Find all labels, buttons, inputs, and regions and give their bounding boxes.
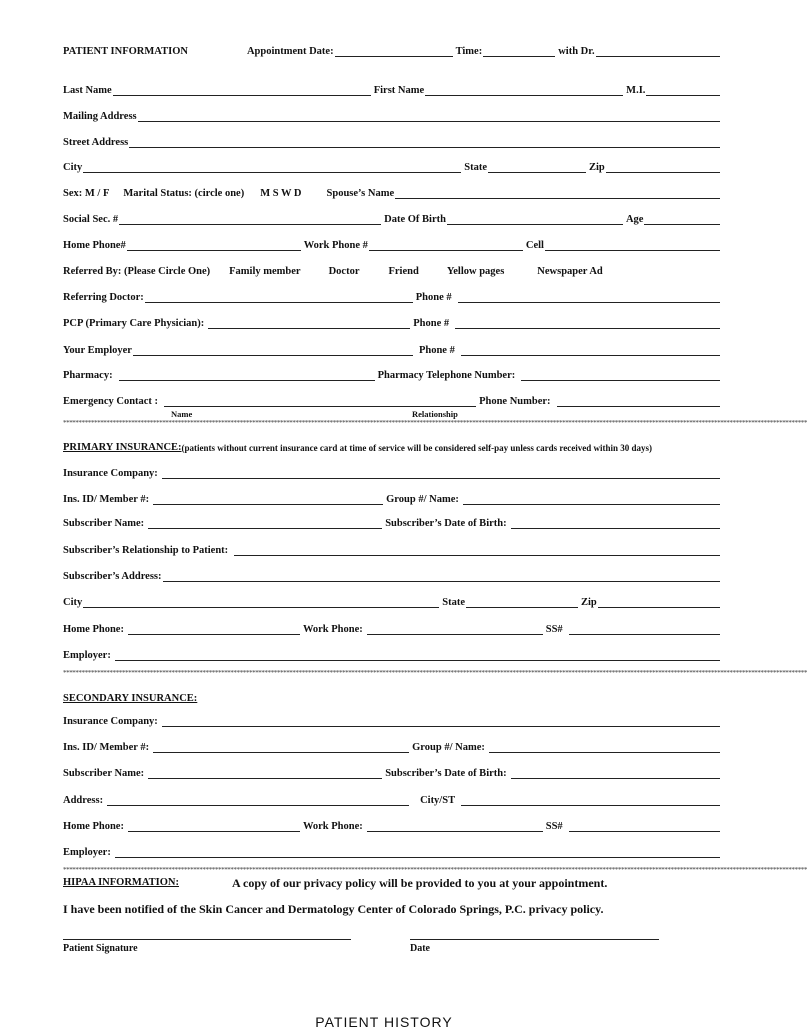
form-header [63, 46, 723, 58]
primary-work-phone-field[interactable] [367, 624, 543, 635]
primary-address-row [63, 571, 723, 583]
primary-subscriber-row [63, 518, 723, 530]
marital-status-label: Marital Status: (circle one) [123, 188, 245, 199]
pcp-row [63, 318, 723, 330]
relationship-caption: Relationship [412, 409, 458, 419]
secondary-company-row [63, 716, 723, 728]
marital-options[interactable]: M S W D [260, 188, 302, 199]
secondary-insurance-heading: SECONDARY INSURANCE: [63, 693, 198, 704]
ssn-field[interactable] [119, 214, 381, 225]
primary-insurance-note: (patients without current insurance card at time of service will be considered self-pay unless cards received within 30 days) [181, 443, 652, 453]
secondary-member-id-field[interactable] [153, 742, 409, 753]
hipaa-heading: HIPAA INFORMATION: [63, 877, 179, 888]
privacy-copy-text: A copy of our privacy policy will be provided to you at your appointment. [231, 876, 608, 890]
referred-by-label: Referred By: (Please Circle One) [63, 266, 211, 277]
referral-option-yellow-pages[interactable]: Yellow pages [446, 266, 505, 277]
secondary-company-label: Insurance Company: [63, 716, 158, 727]
emergency-phone-label: Phone Number: [479, 396, 551, 407]
age-field[interactable] [644, 214, 720, 225]
primary-home-phone-field[interactable] [128, 624, 300, 635]
date-label: Date [410, 943, 430, 954]
primary-member-row [63, 494, 723, 506]
employer-phone-label: Phone # [418, 345, 455, 356]
pharmacy-row [63, 370, 723, 382]
secondary-address-row [63, 795, 723, 807]
primary-employer-field[interactable] [115, 650, 720, 661]
secondary-employer-row [63, 847, 723, 859]
primary-work-phone-label: Work Phone: [302, 624, 363, 635]
secondary-ss-label: SS# [545, 821, 563, 832]
referring-phone-field[interactable] [458, 292, 720, 303]
appointment-date-field[interactable] [335, 46, 453, 57]
doctor-field[interactable] [596, 46, 720, 57]
primary-address-label: Subscriber’s Address: [63, 571, 162, 582]
secondary-subscriber-dob-field[interactable] [511, 768, 720, 779]
name-row [63, 85, 723, 97]
secondary-subscriber-row [63, 768, 723, 780]
with-dr-label: with Dr. [558, 46, 595, 57]
separator: ************************************************************************************************************************************************************************************************************************************************ [63, 419, 807, 427]
primary-employer-label: Employer: [63, 650, 111, 661]
primary-company-label: Insurance Company: [63, 468, 158, 479]
pcp-phone-label: Phone # [413, 318, 450, 329]
secondary-home-phone-field[interactable] [128, 821, 300, 832]
time-field[interactable] [483, 46, 555, 57]
employer-row [63, 345, 723, 357]
referring-phone-label: Phone # [415, 292, 452, 303]
state-label: State [464, 162, 487, 173]
mailing-address-label: Mailing Address [63, 111, 137, 122]
patient-signature-label: Patient Signature [63, 943, 138, 954]
last-name-label: Last Name [63, 85, 112, 96]
city-row [63, 162, 723, 174]
secondary-employer-label: Employer: [63, 847, 111, 858]
pharmacy-phone-label: Pharmacy Telephone Number: [377, 370, 516, 381]
zip-field[interactable] [606, 162, 720, 173]
secondary-employer-field[interactable] [115, 847, 720, 858]
referring-doctor-field[interactable] [145, 292, 413, 303]
last-name-field[interactable] [113, 85, 371, 96]
pcp-phone-field[interactable] [455, 318, 720, 329]
emergency-contact-label: Emergency Contact : [63, 396, 159, 407]
mailing-address-row [63, 111, 723, 123]
home-phone-field[interactable] [127, 240, 301, 251]
primary-group-field[interactable] [463, 494, 720, 505]
referral-option-friend[interactable]: Friend [388, 266, 419, 277]
referral-option-newspaper[interactable]: Newspaper Ad [537, 266, 603, 277]
spouse-name-label: Spouse’s Name [326, 188, 395, 199]
primary-heading-row [63, 442, 723, 454]
employer-phone-field[interactable] [461, 345, 720, 356]
primary-relationship-label: Subscriber’s Relationship to Patient: [63, 545, 229, 556]
emergency-contact-row [63, 396, 723, 408]
emergency-phone-field[interactable] [557, 396, 720, 407]
primary-member-id-label: Ins. ID/ Member #: [63, 494, 150, 505]
primary-phones-row [63, 624, 723, 636]
primary-subscriber-dob-label: Subscriber’s Date of Birth: [385, 518, 507, 529]
zip-label: Zip [589, 162, 605, 173]
emergency-contact-field[interactable] [164, 396, 476, 407]
primary-subscriber-dob-field[interactable] [511, 518, 720, 529]
separator: ************************************************************************************************************************************************************************************************************************************************ [63, 866, 807, 874]
ssn-label: Social Sec. # [63, 214, 119, 225]
secondary-company-field[interactable] [162, 716, 720, 727]
secondary-group-label: Group #/ Name: [412, 742, 485, 753]
pcp-field[interactable] [208, 318, 410, 329]
secondary-subscriber-name-field[interactable] [148, 768, 382, 779]
primary-member-id-field[interactable] [153, 494, 383, 505]
street-address-label: Street Address [63, 137, 129, 148]
pcp-label: PCP (Primary Care Physician): [63, 318, 205, 329]
privacy-notified-text: I have been notified of the Skin Cancer and Dermatology Center of Colorado Springs, P.C. privacy policy. [63, 902, 604, 916]
referring-doctor-label: Referring Doctor: [63, 292, 144, 303]
appointment-date-label: Appointment Date: [246, 46, 334, 57]
primary-ss-label: SS# [545, 624, 563, 635]
city-label: City [63, 162, 83, 173]
primary-subscriber-name-field[interactable] [148, 518, 382, 529]
patient-signature-line[interactable] [63, 938, 351, 940]
street-address-field[interactable] [129, 137, 720, 148]
primary-group-label: Group #/ Name: [386, 494, 459, 505]
separator: ************************************************************************************************************************************************************************************************************************************************ [63, 669, 807, 677]
secondary-heading-row [63, 693, 723, 705]
secondary-city-st-field[interactable] [461, 795, 720, 806]
first-name-field[interactable] [425, 85, 623, 96]
age-label: Age [625, 214, 644, 225]
next-page-title: PATIENT HISTORY [315, 1014, 453, 1030]
primary-zip-field[interactable] [598, 597, 720, 608]
primary-city-field[interactable] [83, 597, 439, 608]
street-address-row [63, 137, 723, 149]
state-field[interactable] [488, 162, 586, 173]
primary-subscriber-name-label: Subscriber Name: [63, 518, 145, 529]
cell-field[interactable] [545, 240, 720, 251]
primary-insurance-heading: PRIMARY INSURANCE: [63, 442, 182, 453]
primary-ss-field[interactable] [569, 624, 720, 635]
home-phone-label: Home Phone# [63, 240, 126, 251]
secondary-subscriber-name-label: Subscriber Name: [63, 768, 145, 779]
time-label: Time: [455, 46, 483, 57]
primary-home-phone-label: Home Phone: [63, 624, 124, 635]
secondary-subscriber-dob-label: Subscriber’s Date of Birth: [385, 768, 507, 779]
spouse-name-field[interactable] [395, 188, 720, 199]
date-line[interactable] [410, 938, 659, 940]
secondary-ss-field[interactable] [569, 821, 720, 832]
secondary-address-label: Address: [63, 795, 104, 806]
secondary-group-field[interactable] [489, 742, 720, 753]
city-field[interactable] [83, 162, 461, 173]
mi-field[interactable] [646, 85, 720, 96]
primary-company-field[interactable] [162, 468, 720, 479]
phones-row [63, 240, 723, 252]
work-phone-field[interactable] [369, 240, 523, 251]
primary-zip-label: Zip [581, 597, 597, 608]
mi-label: M.I. [626, 85, 646, 96]
primary-relationship-field[interactable] [234, 545, 720, 556]
dob-field[interactable] [447, 214, 623, 225]
mailing-address-field[interactable] [138, 111, 720, 122]
primary-state-label: State [442, 597, 465, 608]
name-caption: Name [171, 409, 193, 419]
secondary-member-row [63, 742, 723, 754]
secondary-member-id-label: Ins. ID/ Member #: [63, 742, 150, 753]
sex-marital-row [63, 188, 723, 200]
primary-relationship-row [63, 545, 723, 557]
primary-employer-row [63, 650, 723, 662]
secondary-city-st-label: City/ST [420, 795, 456, 806]
pharmacy-field[interactable] [119, 370, 375, 381]
work-phone-label: Work Phone # [303, 240, 368, 251]
sex-label[interactable]: Sex: M / F [63, 188, 110, 199]
referral-option-family[interactable]: Family member [229, 266, 301, 277]
pharmacy-label: Pharmacy: [63, 370, 113, 381]
primary-city-row [63, 597, 723, 609]
referred-by-row [63, 266, 723, 278]
primary-state-field[interactable] [466, 597, 578, 608]
primary-city-label: City [63, 597, 83, 608]
dob-label: Date Of Birth [384, 214, 446, 225]
employer-field[interactable] [133, 345, 413, 356]
secondary-phones-row [63, 821, 723, 833]
secondary-work-phone-label: Work Phone: [302, 821, 363, 832]
pharmacy-phone-field[interactable] [521, 370, 720, 381]
primary-address-field[interactable] [163, 571, 721, 582]
first-name-label: First Name [373, 85, 425, 96]
form-title: PATIENT INFORMATION [63, 46, 188, 57]
primary-company-row [63, 468, 723, 480]
ssn-dob-row [63, 214, 723, 226]
hipaa-row [63, 877, 723, 889]
secondary-work-phone-field[interactable] [367, 821, 543, 832]
employer-label: Your Employer [63, 345, 132, 356]
secondary-home-phone-label: Home Phone: [63, 821, 124, 832]
notified-row [63, 903, 723, 915]
referring-doctor-row [63, 292, 723, 304]
referral-option-doctor[interactable]: Doctor [328, 266, 360, 277]
cell-label: Cell [525, 240, 544, 251]
secondary-address-field[interactable] [107, 795, 409, 806]
